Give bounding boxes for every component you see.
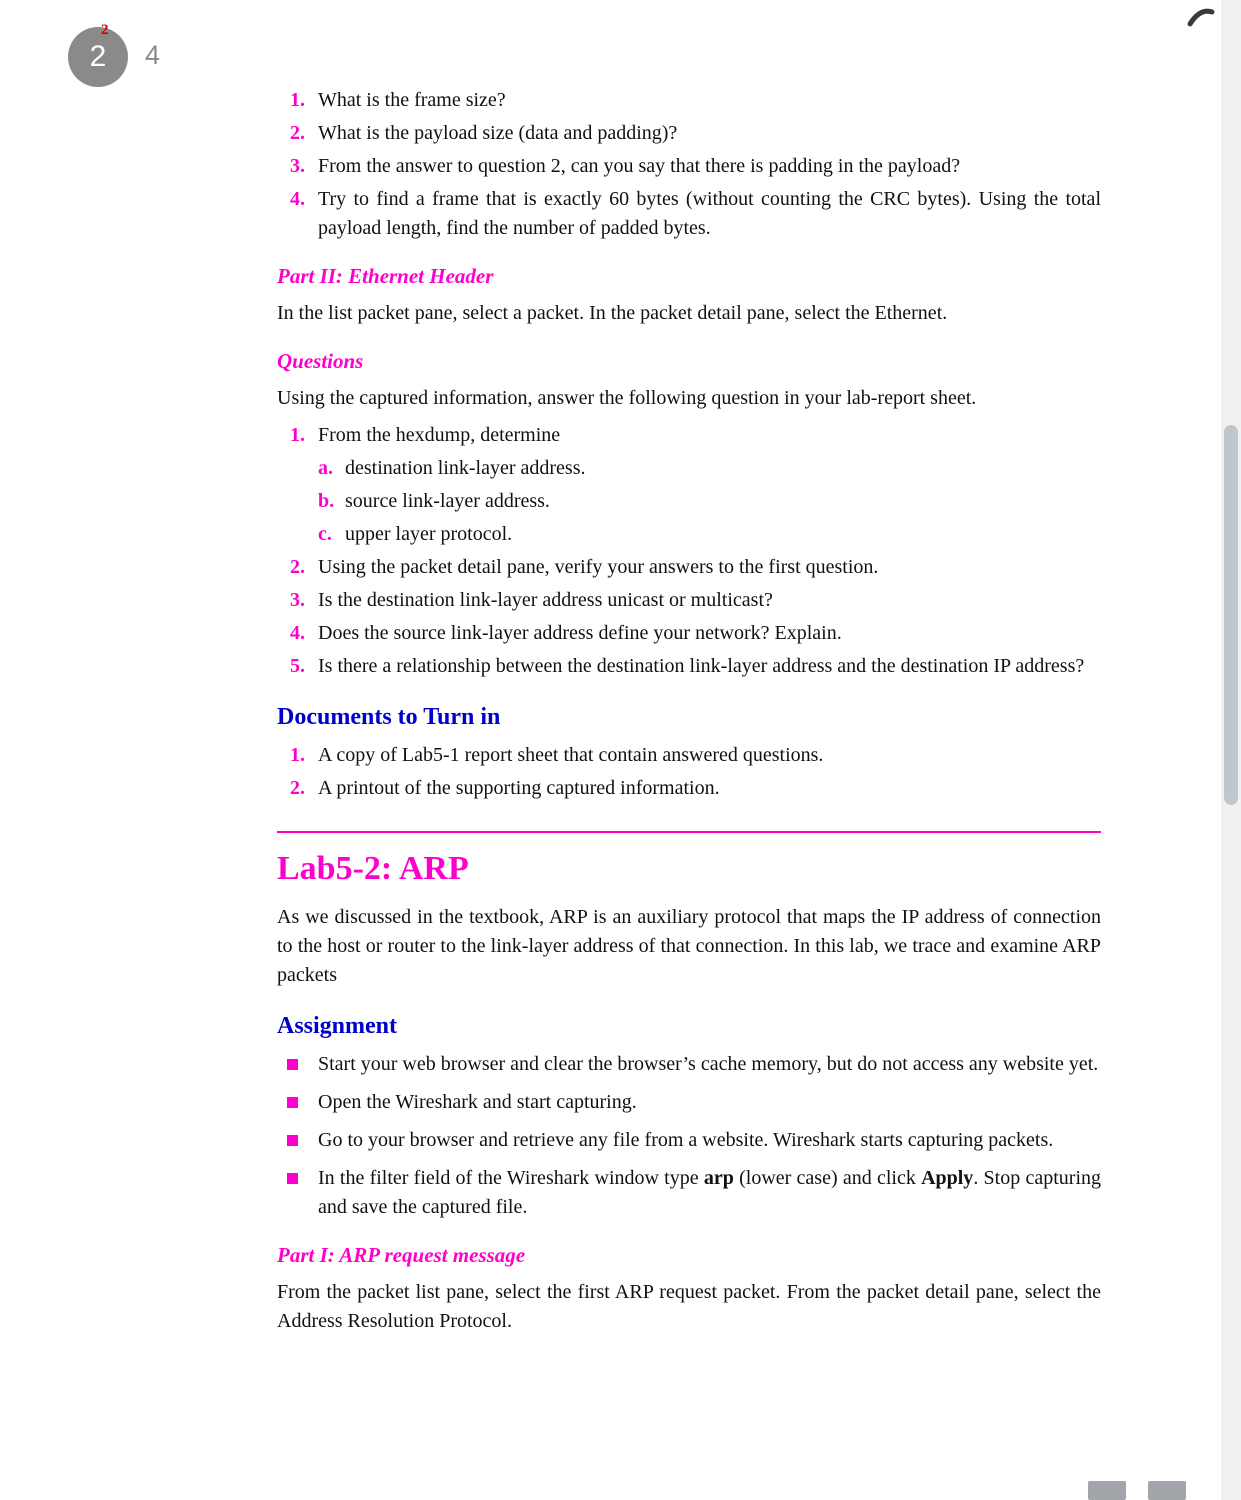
square-bullet-icon [287, 1097, 298, 1108]
list-number: 1. [290, 744, 305, 766]
list-item [290, 152, 1101, 181]
list-text: Is there a relationship between the destination link-layer address and the destination IP address? [318, 655, 1085, 677]
lab-intro: As we discussed in the textbook, ARP is an auxiliary protocol that maps the IP address of connection to the host or router to the link-layer address of that connection. In this lab, we trace and examine ARP packets [277, 906, 1101, 986]
scrollbar[interactable] [1221, 0, 1241, 1500]
assignment-list [277, 1050, 1101, 1222]
list-number: 5. [290, 655, 305, 677]
list-text: source link-layer address. [345, 490, 550, 512]
bullet-text: Go to your browser and retrieve any file from a website. Wireshark starts capturing packets. [318, 1129, 1054, 1151]
list-number: 3. [290, 589, 305, 611]
list-text: destination link-layer address. [345, 457, 586, 479]
bullet-text-bold: Apply [921, 1167, 974, 1189]
list-text: A printout of the supporting captured information. [318, 777, 720, 799]
square-bullet-icon [287, 1135, 298, 1146]
list-number: 3. [290, 155, 305, 177]
list-item [290, 652, 1101, 681]
bullet-text-bold: arp [703, 1167, 734, 1189]
list-letter: b. [318, 490, 335, 512]
list-text: Try to find a frame that is exactly 60 bytes (without counting the CRC bytes). Using the total payload length, find the number of padded bytes. [318, 188, 1101, 239]
part2-intro: In the list packet pane, select a packet. In the packet detail pane, select the Ethernet. [277, 302, 948, 324]
list-letter: c. [318, 523, 332, 545]
questions-heading: Questions [277, 349, 364, 373]
page-marker-circle [68, 27, 128, 87]
list-item [318, 454, 1101, 483]
part1-heading: Part I: ARP request message [277, 1243, 526, 1267]
list-item [318, 520, 1101, 549]
content-column [277, 86, 1101, 1346]
list-number: 4. [290, 622, 305, 644]
list-text: From the hexdump, determine [318, 424, 561, 446]
list-number: 2. [290, 556, 305, 578]
bullet-text-segment: In the filter field of the Wireshark window type [318, 1167, 704, 1189]
assignment-bullet [287, 1088, 1101, 1117]
part2-heading: Part II: Ethernet Header [277, 264, 494, 288]
questions-intro: Using the captured information, answer the following question in your lab-report sheet. [277, 387, 977, 409]
square-bullet-icon [287, 1173, 298, 1184]
assignment-bullet [287, 1164, 1101, 1222]
assignment-bullet [287, 1050, 1101, 1079]
bottom-button[interactable] [1088, 1481, 1126, 1500]
list-text: A copy of Lab5-1 report sheet that contain answered questions. [318, 744, 824, 766]
scrollbar-thumb[interactable] [1224, 425, 1238, 805]
bottom-button[interactable] [1148, 1481, 1186, 1500]
part1-intro: From the packet list pane, select the first ARP request packet. From the packet detail pane, select the Address Resolution Protocol. [277, 1281, 1101, 1332]
questions-sublist [318, 454, 1101, 549]
list-item [290, 774, 1101, 803]
lab-title: Lab5-2: ARP [277, 850, 469, 887]
square-bullet-icon [287, 1059, 298, 1070]
section-divider [277, 831, 1101, 833]
list-text: Does the source link-layer address define your network? Explain. [318, 622, 842, 644]
list-text: From the answer to question 2, can you say that there is padding in the payload? [318, 155, 961, 177]
list-item [290, 586, 1101, 615]
list-text: Is the destination link-layer address unicast or multicast? [318, 589, 773, 611]
list-number: 2. [290, 777, 305, 799]
frame-questions-list [277, 86, 1101, 243]
list-item [290, 185, 1101, 243]
list-number: 1. [290, 89, 305, 111]
chevron-up-icon[interactable] [1186, 4, 1216, 30]
list-item [318, 487, 1101, 516]
list-item [290, 553, 1101, 582]
list-item [290, 421, 1101, 450]
assignment-heading: Assignment [277, 1013, 398, 1039]
annotation-superscript: 2 [101, 22, 109, 38]
page-number: 4 [145, 40, 161, 70]
list-text: What is the payload size (data and padding)? [318, 122, 678, 144]
bullet-text: Start your web browser and clear the browser’s cache memory, but do not access any website yet. [318, 1053, 1099, 1075]
assignment-bullet [287, 1126, 1101, 1155]
list-text: upper layer protocol. [345, 523, 513, 545]
list-letter: a. [318, 457, 333, 479]
list-text: Using the packet detail pane, verify your answers to the first question. [318, 556, 879, 578]
list-number: 4. [290, 188, 305, 210]
list-number: 2. [290, 122, 305, 144]
documents-list [277, 741, 1101, 803]
bullet-text-segment: . Stop capturing and save the captured file. [318, 1167, 1101, 1218]
bullet-text-segment: (lower case) and click [733, 1167, 922, 1189]
list-item [290, 119, 1101, 148]
bullet-text: Open the Wireshark and start capturing. [318, 1091, 637, 1113]
questions-list [277, 421, 1101, 681]
bullet-text [318, 1164, 1101, 1222]
list-item [290, 86, 1101, 115]
list-item [290, 619, 1101, 648]
list-item [290, 741, 1101, 770]
list-number: 1. [290, 424, 305, 446]
documents-heading: Documents to Turn in [277, 704, 501, 730]
page-marker-number: 2 [89, 40, 107, 73]
list-text: What is the frame size? [318, 89, 506, 111]
